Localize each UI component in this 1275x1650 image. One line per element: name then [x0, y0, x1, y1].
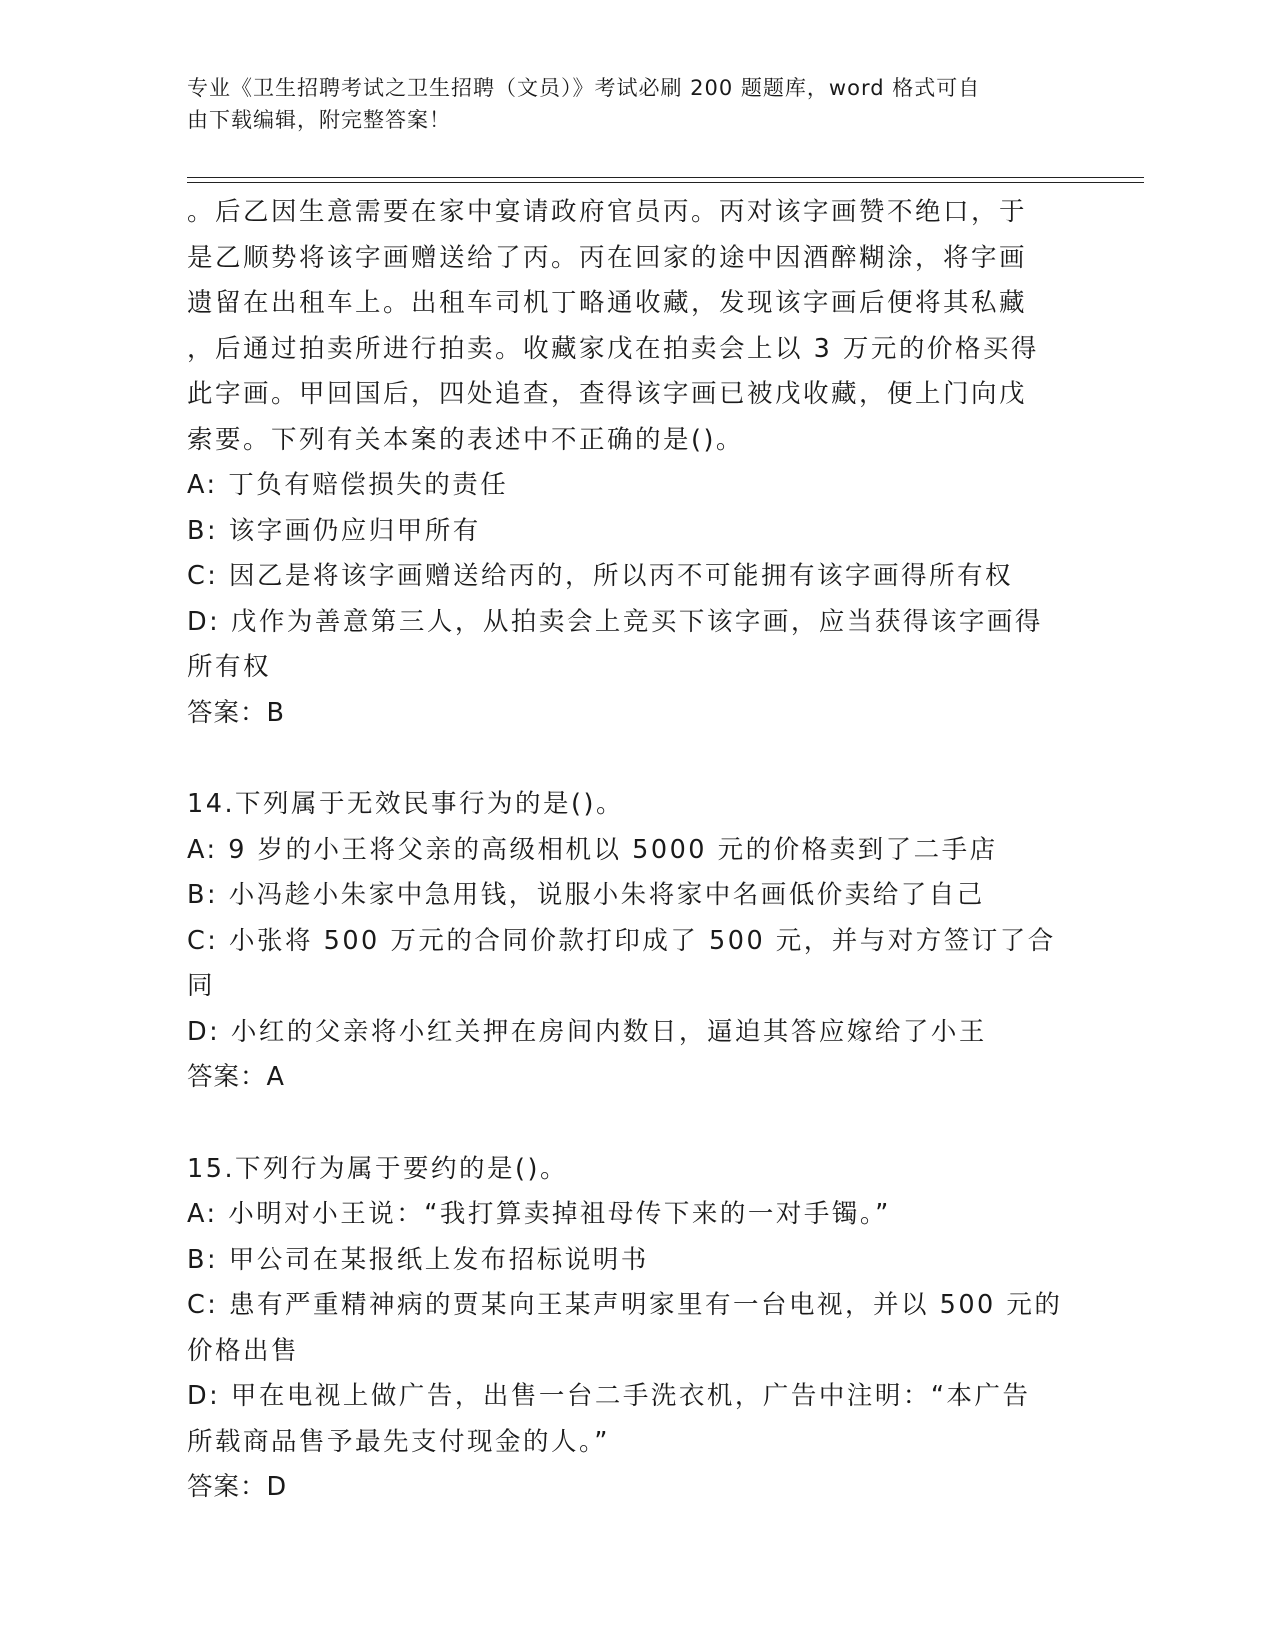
- header-line-2: 由下载编辑，附完整答案！: [187, 108, 451, 132]
- option-b: B: 小冯趁小朱家中急用钱，说服小朱将家中名画低价卖给了自己: [187, 880, 985, 910]
- option-d-continued: 所有权: [187, 652, 272, 682]
- question-13: [187, 190, 1067, 736]
- header-rule-bottom: [187, 182, 1144, 183]
- question-stem-line: 遗留在出租车上。出租车司机丁略通收藏，发现该字画后便将其私藏: [187, 288, 1028, 318]
- question-stem-line: ，后通过拍卖所进行拍卖。收藏家戊在拍卖会上以 3 万元的价格买得: [187, 333, 1039, 364]
- header-line-1: 专业《卫生招聘考试之卫生招聘（文员）》考试必刷 200 题题库，word 格式可自: [187, 76, 981, 100]
- option-a: A: 丁负有赔偿损失的责任: [187, 470, 509, 500]
- answer-label: 答案：A: [187, 1062, 285, 1092]
- option-a: A: 9 岁的小王将父亲的高级相机以 5000 元的价格卖到了二手店: [187, 834, 998, 865]
- option-b: B: 该字画仍应归甲所有: [187, 515, 481, 546]
- header-rule-top: [187, 177, 1144, 178]
- option-c: C: 小张将 500 万元的合同价款打印成了 500 元，并与对方签订了合同: [187, 925, 1056, 1001]
- question-14: [187, 782, 1067, 1101]
- question-spacer: [187, 736, 1067, 782]
- question-stem-line: 索要。下列有关本案的表述中不正确的是()。: [187, 424, 744, 455]
- question-stem-line: 是乙顺势将该字画赠送给了丙。丙在回家的途中因酒醉糊涂，将字画: [187, 242, 1028, 273]
- document-header: [187, 72, 1087, 136]
- question-stem-line: 。后乙因生意需要在家中宴请政府官员丙。丙对该字画赞不绝口，于: [187, 197, 1028, 227]
- question-stem: 15.下列行为属于要约的是()。: [187, 1153, 568, 1184]
- answer-label: 答案：B: [187, 697, 285, 728]
- option-a: A: 小明对小王说：“我打算卖掉祖母传下来的一对手镯。”: [187, 1199, 891, 1229]
- document-body: [187, 190, 1067, 1511]
- option-b: B: 甲公司在某报纸上发布招标说明书: [187, 1244, 649, 1275]
- question-stem: 14.下列属于无效民事行为的是()。: [187, 789, 624, 819]
- option-c: C: 因乙是将该字画赠送给丙的，所以丙不可能拥有该字画得所有权: [187, 561, 1014, 591]
- question-spacer: [187, 1101, 1067, 1147]
- option-d: D: 小红的父亲将小红关押在房间内数日，逼迫其答应嫁给了小王: [187, 1016, 987, 1047]
- option-c: C: 患有严重精神病的贾某向王某声明家里有一台电视，并以 500 元的: [187, 1290, 1063, 1320]
- question-stem-line: 此字画。甲回国后，四处追查，查得该字画已被戊收藏，便上门向戊: [187, 379, 1028, 409]
- option-d: D: 甲在电视上做广告，出售一台二手洗衣机，广告中注明：“本广告: [187, 1381, 1031, 1411]
- option-d-continued: 所载商品售予最先支付现金的人。”: [187, 1426, 610, 1457]
- answer-label: 答案：D: [187, 1472, 288, 1502]
- option-c-continued: 价格出售: [187, 1335, 300, 1366]
- question-15: [187, 1147, 1067, 1511]
- option-d: D: 戊作为善意第三人，从拍卖会上竞买下该字画，应当获得该字画得: [187, 606, 1043, 637]
